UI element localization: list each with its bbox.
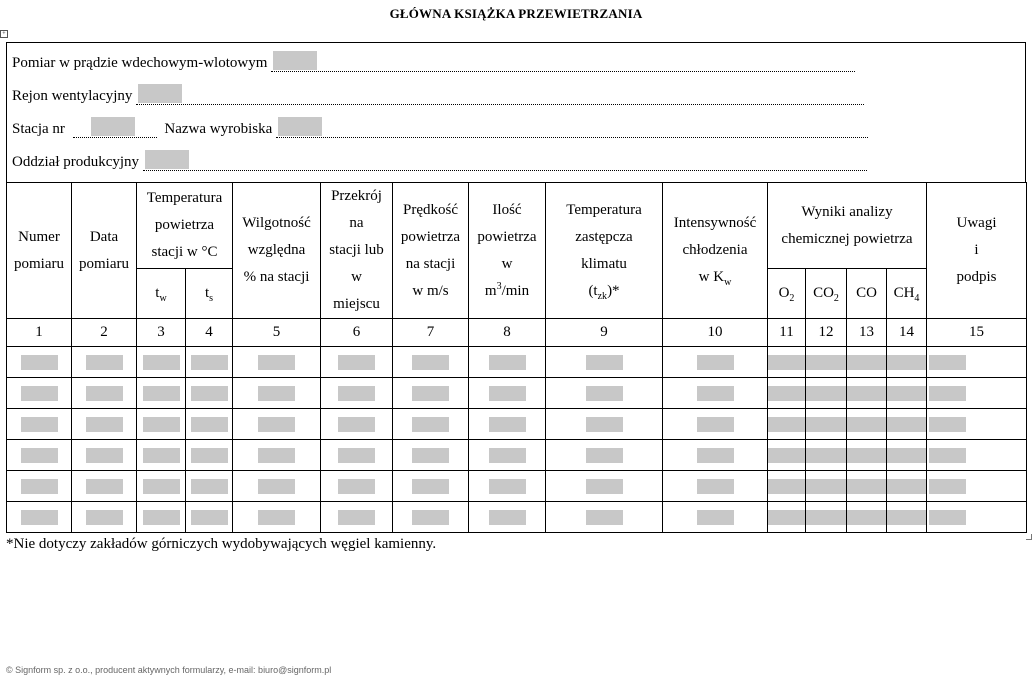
input-field[interactable] bbox=[489, 479, 526, 494]
table-cell bbox=[7, 502, 72, 533]
table-cell bbox=[393, 502, 469, 533]
table-cell bbox=[233, 409, 321, 440]
division-dotted-line bbox=[143, 150, 867, 171]
table-cell bbox=[72, 347, 137, 378]
table-cell bbox=[546, 502, 663, 533]
input-field[interactable] bbox=[412, 386, 449, 401]
input-field[interactable] bbox=[191, 510, 228, 525]
input-field[interactable] bbox=[412, 510, 449, 525]
col-number: 9 bbox=[546, 319, 663, 347]
col-number: 5 bbox=[233, 319, 321, 347]
table-cell bbox=[887, 409, 927, 440]
table-cell bbox=[469, 440, 546, 471]
input-field[interactable] bbox=[697, 355, 734, 370]
col-number: 14 bbox=[887, 319, 927, 347]
table-cell bbox=[768, 347, 806, 378]
table-cell bbox=[847, 471, 887, 502]
table-cell bbox=[847, 347, 887, 378]
table-cell bbox=[393, 409, 469, 440]
table-cell bbox=[663, 409, 768, 440]
table-cell bbox=[768, 409, 806, 440]
table-cell bbox=[663, 471, 768, 502]
station-label: Stacja nr bbox=[12, 121, 65, 137]
input-field[interactable] bbox=[806, 448, 846, 463]
table-cell bbox=[233, 347, 321, 378]
input-field[interactable] bbox=[768, 510, 805, 525]
table-cell bbox=[546, 471, 663, 502]
table-cell bbox=[469, 502, 546, 533]
table-cell bbox=[137, 378, 186, 409]
table-cell bbox=[768, 502, 806, 533]
table-cell bbox=[137, 471, 186, 502]
input-field[interactable] bbox=[489, 510, 526, 525]
header-cooling: Intensywność chłodzenia w $K_w$ bbox=[663, 183, 768, 319]
input-field[interactable] bbox=[806, 386, 846, 401]
table-cell bbox=[887, 502, 927, 533]
col-number: 10 bbox=[663, 319, 768, 347]
table-cell bbox=[847, 440, 887, 471]
input-field[interactable] bbox=[338, 386, 375, 401]
measurement-table bbox=[6, 182, 1027, 533]
table-cell bbox=[887, 347, 927, 378]
input-field[interactable] bbox=[338, 448, 375, 463]
table-cell bbox=[806, 409, 847, 440]
table-row bbox=[7, 378, 1027, 409]
table-cell bbox=[469, 471, 546, 502]
table-cell bbox=[927, 378, 1027, 409]
table-cell bbox=[7, 471, 72, 502]
table-row bbox=[7, 440, 1027, 471]
input-field[interactable] bbox=[929, 448, 966, 463]
table-cell bbox=[663, 440, 768, 471]
table-cell bbox=[847, 502, 887, 533]
copyright-footer: © Signform sp. z o.o., producent aktywnych formularzy, e-mail: biuro@signform.pl bbox=[6, 665, 332, 675]
input-field[interactable] bbox=[143, 479, 180, 494]
input-field[interactable] bbox=[21, 417, 58, 432]
input-field[interactable] bbox=[258, 510, 295, 525]
table-cell bbox=[7, 347, 72, 378]
table-cell bbox=[546, 347, 663, 378]
table-cell bbox=[137, 409, 186, 440]
table-cell bbox=[663, 502, 768, 533]
table-cell bbox=[321, 409, 393, 440]
input-field[interactable] bbox=[143, 355, 180, 370]
table-resize-handle-icon[interactable] bbox=[1026, 534, 1032, 540]
table-cell bbox=[7, 378, 72, 409]
input-field[interactable] bbox=[86, 355, 123, 370]
table-cell bbox=[927, 347, 1027, 378]
input-field[interactable] bbox=[21, 355, 58, 370]
input-field[interactable] bbox=[21, 386, 58, 401]
table-cell bbox=[887, 378, 927, 409]
input-field[interactable] bbox=[768, 417, 805, 432]
division-field[interactable] bbox=[145, 150, 189, 169]
input-field[interactable] bbox=[586, 479, 623, 494]
header-remarks: Uwagi i podpis bbox=[927, 183, 1027, 319]
input-field[interactable] bbox=[768, 386, 805, 401]
col-number: 8 bbox=[469, 319, 546, 347]
table-cell bbox=[393, 471, 469, 502]
header-co2: $CO_2$ bbox=[806, 269, 847, 319]
input-field[interactable] bbox=[586, 355, 623, 370]
input-field[interactable] bbox=[847, 417, 886, 432]
header-chemical-analysis: Wyniki analizy chemicznej powietrza bbox=[768, 183, 927, 269]
table-cell bbox=[768, 378, 806, 409]
input-field[interactable] bbox=[191, 417, 228, 432]
header-tw: $t_w$ bbox=[137, 269, 186, 319]
table-cell bbox=[546, 440, 663, 471]
header-velocity: Prędkość powietrza na stacji w m/s bbox=[393, 183, 469, 319]
table-cell bbox=[469, 347, 546, 378]
table-cell bbox=[233, 502, 321, 533]
col-number: 13 bbox=[847, 319, 887, 347]
input-field[interactable] bbox=[929, 417, 966, 432]
col-number: 6 bbox=[321, 319, 393, 347]
input-field[interactable] bbox=[86, 386, 123, 401]
station-dotted-line bbox=[73, 117, 157, 138]
table-cell bbox=[927, 409, 1027, 440]
input-field[interactable] bbox=[806, 355, 846, 370]
table-cell bbox=[72, 378, 137, 409]
table-cell bbox=[847, 409, 887, 440]
input-field[interactable] bbox=[191, 386, 228, 401]
col-number: 4 bbox=[186, 319, 233, 347]
input-field[interactable] bbox=[847, 386, 886, 401]
input-field[interactable] bbox=[768, 355, 805, 370]
table-cell bbox=[72, 409, 137, 440]
input-field[interactable] bbox=[338, 355, 375, 370]
input-field[interactable] bbox=[697, 417, 734, 432]
table-cell bbox=[7, 440, 72, 471]
input-field[interactable] bbox=[258, 479, 295, 494]
table-cell bbox=[927, 502, 1027, 533]
table-anchor-icon[interactable]: + bbox=[0, 30, 8, 38]
input-field[interactable] bbox=[258, 355, 295, 370]
table-row bbox=[7, 471, 1027, 502]
station-field[interactable] bbox=[91, 117, 135, 136]
input-field[interactable] bbox=[86, 417, 123, 432]
table-cell bbox=[321, 378, 393, 409]
input-field[interactable] bbox=[21, 479, 58, 494]
measurement-label: Pomiar w prądzie wdechowym-wlotowym bbox=[12, 55, 268, 71]
input-field[interactable] bbox=[586, 386, 623, 401]
header-climate-temp: Temperatura zastępcza klimatu $(t_{zk})*$ bbox=[546, 183, 663, 319]
input-field[interactable] bbox=[887, 355, 926, 370]
table-cell bbox=[233, 440, 321, 471]
input-field[interactable] bbox=[887, 448, 926, 463]
table-cell bbox=[233, 378, 321, 409]
input-field[interactable] bbox=[489, 417, 526, 432]
col-number: 3 bbox=[137, 319, 186, 347]
measurement-dotted-line bbox=[271, 51, 855, 72]
division-label: Oddział produkcyjny bbox=[12, 154, 140, 170]
table-cell bbox=[7, 409, 72, 440]
table-cell bbox=[469, 378, 546, 409]
col-number: 15 bbox=[927, 319, 1027, 347]
input-field[interactable] bbox=[697, 479, 734, 494]
table-cell bbox=[887, 471, 927, 502]
table-cell bbox=[927, 471, 1027, 502]
region-field[interactable] bbox=[138, 84, 182, 103]
input-field[interactable] bbox=[586, 510, 623, 525]
table-cell bbox=[137, 440, 186, 471]
excavation-dotted-line bbox=[276, 117, 868, 138]
document-title: GŁÓWNA KSIĄŻKA PRZEWIETRZANIA bbox=[389, 6, 643, 21]
table-cell bbox=[186, 409, 233, 440]
header-humidity: Wilgotność względna % na stacji bbox=[233, 183, 321, 319]
input-field[interactable] bbox=[412, 417, 449, 432]
header-number: Numer pomiaru bbox=[7, 183, 72, 319]
input-field[interactable] bbox=[489, 448, 526, 463]
table-cell bbox=[393, 347, 469, 378]
data-rows bbox=[7, 347, 1027, 533]
input-field[interactable] bbox=[258, 386, 295, 401]
header-ts: $t_s$ bbox=[186, 269, 233, 319]
input-field[interactable] bbox=[697, 448, 734, 463]
input-field[interactable] bbox=[887, 386, 926, 401]
input-field[interactable] bbox=[887, 510, 926, 525]
header-air-quantity: Ilość powietrza w $m^3/\min$ bbox=[469, 183, 546, 319]
input-field[interactable] bbox=[143, 510, 180, 525]
region-label: Rejon wentylacyjny bbox=[12, 88, 133, 104]
measurement-row bbox=[12, 51, 855, 72]
input-field[interactable] bbox=[86, 479, 123, 494]
col-number: 2 bbox=[72, 319, 137, 347]
input-field[interactable] bbox=[697, 386, 734, 401]
header-row-1 bbox=[7, 183, 1027, 269]
table-cell bbox=[663, 347, 768, 378]
input-field[interactable] bbox=[887, 417, 926, 432]
table-cell bbox=[847, 378, 887, 409]
column-number-row bbox=[7, 319, 1027, 347]
input-field[interactable] bbox=[412, 479, 449, 494]
table-cell bbox=[393, 378, 469, 409]
input-field[interactable] bbox=[768, 479, 805, 494]
input-field[interactable] bbox=[143, 417, 180, 432]
header-co: CO bbox=[847, 269, 887, 319]
input-field[interactable] bbox=[191, 355, 228, 370]
table-cell bbox=[137, 502, 186, 533]
input-field[interactable] bbox=[847, 355, 886, 370]
table-cell bbox=[321, 347, 393, 378]
excavation-label: Nazwa wyrobiska bbox=[164, 121, 273, 137]
input-field[interactable] bbox=[806, 417, 846, 432]
input-field[interactable] bbox=[929, 479, 966, 494]
table-cell bbox=[72, 440, 137, 471]
col-number: 7 bbox=[393, 319, 469, 347]
table-cell bbox=[186, 378, 233, 409]
input-field[interactable] bbox=[258, 417, 295, 432]
input-field[interactable] bbox=[586, 417, 623, 432]
table-cell bbox=[806, 378, 847, 409]
input-field[interactable] bbox=[338, 510, 375, 525]
input-field[interactable] bbox=[86, 510, 123, 525]
table-row bbox=[7, 347, 1027, 378]
division-row bbox=[12, 150, 867, 171]
table-cell bbox=[806, 471, 847, 502]
input-field[interactable] bbox=[887, 479, 926, 494]
input-field[interactable] bbox=[489, 355, 526, 370]
input-field[interactable] bbox=[768, 448, 805, 463]
input-field[interactable] bbox=[191, 448, 228, 463]
header-ch4: $CH_4$ bbox=[887, 269, 927, 319]
input-field[interactable] bbox=[806, 479, 846, 494]
table-cell bbox=[768, 440, 806, 471]
input-field[interactable] bbox=[86, 448, 123, 463]
col-number: 12 bbox=[806, 319, 847, 347]
table-cell bbox=[186, 440, 233, 471]
table-cell bbox=[186, 502, 233, 533]
footnote: *Nie dotyczy zakładów górniczych wydobywających węgiel kamienny. bbox=[6, 536, 437, 552]
input-field[interactable] bbox=[412, 355, 449, 370]
table-cell bbox=[806, 347, 847, 378]
input-field[interactable] bbox=[21, 448, 58, 463]
input-field[interactable] bbox=[929, 355, 966, 370]
input-field[interactable] bbox=[143, 448, 180, 463]
input-field[interactable] bbox=[697, 510, 734, 525]
table-cell bbox=[137, 347, 186, 378]
table-cell bbox=[393, 440, 469, 471]
input-field[interactable] bbox=[338, 417, 375, 432]
header-form bbox=[6, 42, 1026, 182]
header-o2: $O_2$ bbox=[768, 269, 806, 319]
input-field[interactable] bbox=[806, 510, 846, 525]
table-cell bbox=[186, 471, 233, 502]
table-cell bbox=[321, 440, 393, 471]
input-field[interactable] bbox=[847, 448, 886, 463]
col-number: 11 bbox=[768, 319, 806, 347]
input-field[interactable] bbox=[586, 448, 623, 463]
table-cell bbox=[927, 440, 1027, 471]
table-cell bbox=[663, 378, 768, 409]
table-cell bbox=[887, 440, 927, 471]
input-field[interactable] bbox=[191, 479, 228, 494]
table-cell bbox=[768, 471, 806, 502]
table-cell bbox=[806, 440, 847, 471]
table-cell bbox=[321, 471, 393, 502]
input-field[interactable] bbox=[929, 510, 966, 525]
table-row bbox=[7, 409, 1027, 440]
excavation-field[interactable] bbox=[278, 117, 322, 136]
input-field[interactable] bbox=[847, 510, 886, 525]
table-cell bbox=[233, 471, 321, 502]
table-cell bbox=[321, 502, 393, 533]
table-cell bbox=[546, 378, 663, 409]
header-date: Data pomiaru bbox=[72, 183, 137, 319]
input-field[interactable] bbox=[847, 479, 886, 494]
table-cell bbox=[72, 471, 137, 502]
region-dotted-line bbox=[136, 84, 864, 105]
input-field[interactable] bbox=[929, 386, 966, 401]
col-number: 1 bbox=[7, 319, 72, 347]
input-field[interactable] bbox=[258, 448, 295, 463]
measurement-field[interactable] bbox=[273, 51, 317, 70]
table-row bbox=[7, 502, 1027, 533]
station-row bbox=[12, 117, 868, 138]
table-cell bbox=[546, 409, 663, 440]
input-field[interactable] bbox=[21, 510, 58, 525]
region-row bbox=[12, 84, 864, 105]
input-field[interactable] bbox=[412, 448, 449, 463]
header-temperature: Temperatura powietrza stacji w °C bbox=[137, 183, 233, 269]
table-cell bbox=[469, 409, 546, 440]
input-field[interactable] bbox=[143, 386, 180, 401]
header-cross-section: Przekrój na stacji lub w miejscu bbox=[321, 183, 393, 319]
input-field[interactable] bbox=[338, 479, 375, 494]
table-cell bbox=[186, 347, 233, 378]
table-cell bbox=[72, 502, 137, 533]
input-field[interactable] bbox=[489, 386, 526, 401]
table-cell bbox=[806, 502, 847, 533]
